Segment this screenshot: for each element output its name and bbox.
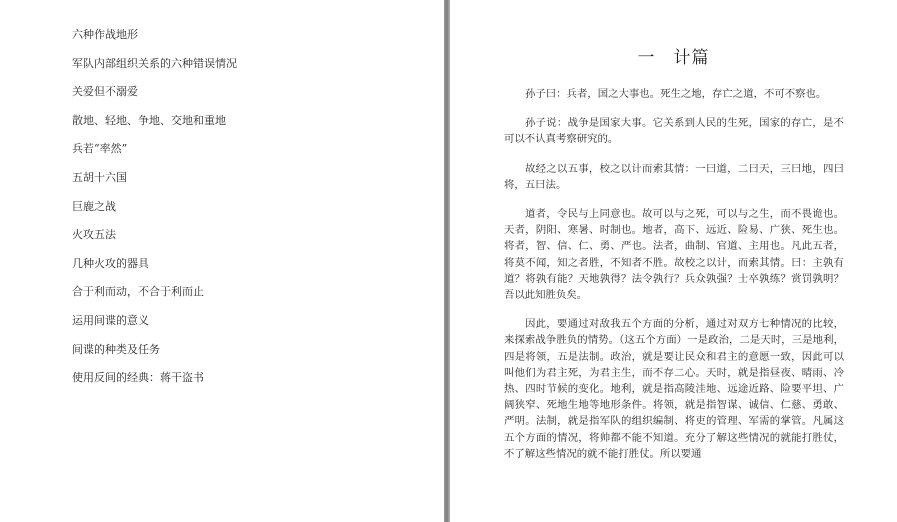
toc-item[interactable]: 火攻五法: [72, 228, 116, 242]
toc-item[interactable]: 运用间谍的意义: [72, 313, 149, 327]
paragraph: 孙子曰：兵者，国之大事也。死生之地，存亡之道，不可不察也。: [525, 88, 827, 100]
toc-item[interactable]: 关爱但不溺爱: [72, 85, 138, 99]
paragraph: 道者，令民与上同意也。故可以与之死，可以与之生，而不畏诡也。天者，阴阳、寒暑、时制也。地者，高下、远近、险易、广狭、死生也。将者，智、信、仁、勇、严也。法者，曲制、官道、主用也。凡此五者，将莫不闻，知之者胜，不知者不胜。故校之以计，而索其情。曰：主孰有道？将孰有能？天地孰得？法令孰行？兵众孰强？士卒孰练？赏罚孰明？吾以此知胜负矣。: [504, 208, 844, 302]
toc-item[interactable]: 五胡十六国: [72, 170, 127, 184]
toc-item[interactable]: 兵若“率然”: [72, 142, 128, 156]
toc-item[interactable]: 几种火攻的器具: [72, 256, 149, 270]
paragraph: 孙子说：战争是国家大事。它关系到人民的生死，国家的存亡，是不可以不认真考察研究的。: [504, 117, 844, 146]
right-page: [450, 0, 897, 522]
left-page: [0, 0, 444, 522]
toc-item[interactable]: 军队内部组织关系的六种错误情况: [72, 56, 237, 70]
toc-item[interactable]: 合于利而动，不合于利而止: [72, 285, 204, 299]
paragraph: 因此，要通过对敌我五个方面的分析，通过对双方七种情况的比较，来探索战争胜负的情势。（这五个方面）一是政治，二是天时，三是地利，四是将领，五是法制。政治，就是要让民众和君主的意愿一致，因此可以叫他们为君主死，为君主生，而不存二心。天时，就是指昼夜、晴雨、冷热、四时节候的变化。地利，就是指高陵洼地、远途近路、险要平坦、广阔狭窄、死地生地等地形条件。将领，就是指智谋、诚信、仁慈、勇敢、严明。法制，就是指军队的组织编制、将吏的管理、军需的掌管。凡属这五个方面的情况，将帅都不能不知道。充分了解这些情况的就能打胜仗，不了解这些情况的就不能打胜仗。所以要通: [504, 318, 844, 460]
toc-item[interactable]: 六种作战地形: [72, 28, 138, 41]
paragraph: 故经之以五事，校之以计而索其情：一曰道，二曰天，三曰地，四曰将，五曰法。: [504, 162, 844, 191]
toc-item[interactable]: 巨鹿之战: [72, 199, 116, 213]
toc-item[interactable]: 间谍的种类及任务: [72, 342, 160, 356]
toc-item[interactable]: 使用反间的经典：蒋干盗书: [72, 371, 204, 385]
chapter-body: [504, 86, 844, 475]
chapter-title: 一 计篇: [637, 48, 710, 68]
toc-item[interactable]: 散地、轻地、争地、交地和重地: [72, 113, 226, 127]
table-of-contents: [72, 28, 237, 400]
